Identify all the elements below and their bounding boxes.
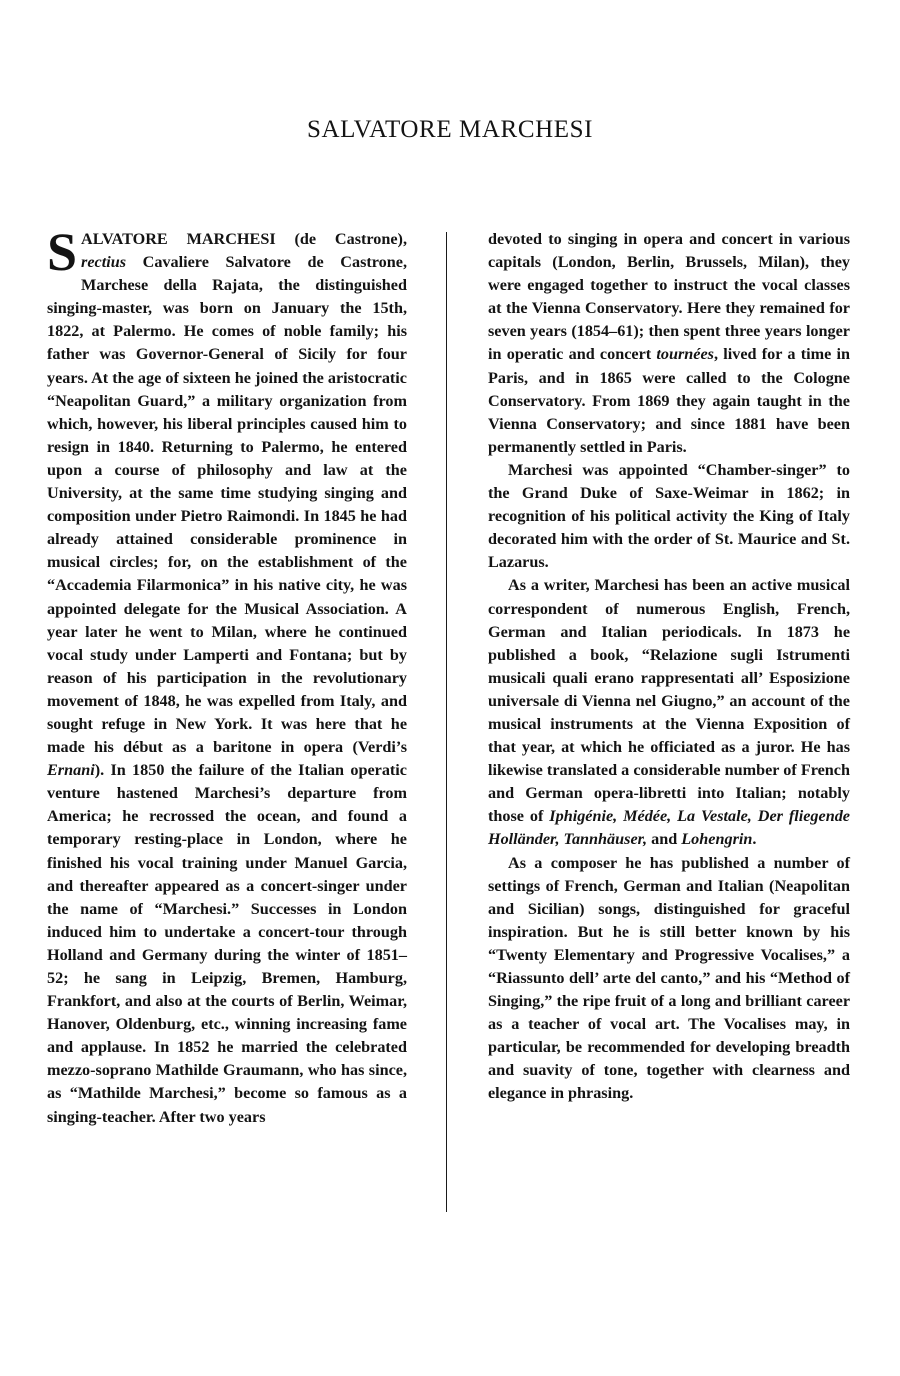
paragraph-composer: As a composer he has published a number of settings of French, German and Italian (Neapolitan and Sicilian) songs, distinguished for graceful inspiration. But he is still better known by his “Twenty Elementary and Progressive Vocalises,” a “Riassunto dell’ arte del canto,” and his “Method of Singing,” the ripe fruit of a long and brilliant career as a teacher of vocal art. The Vocalises may, in particular, be recommended for developing breadth and suavity of tone, together with clearness and elegance in phrasing. xyxy=(488,853,850,1103)
italic-text: Lohengrin xyxy=(681,830,753,849)
text-run: , lived for a time in Paris, and in 1865 were called to the Cologne Conservatory. From 1869 they again taught in the Vienna Conservatory; and since 1881 have been permanently settled in Paris. xyxy=(488,345,850,456)
text-run: and xyxy=(647,830,682,849)
text-run: . xyxy=(752,830,757,849)
text-run: ). In 1850 the failure of the Italian operatic venture hastened Marchesi’s departure from America; he recrossed the ocean, and found a temporary resting-place in London, where he finished his vocal training under Manuel Garcia, and thereafter appeared as a concert-singer under the name of “Marchesi.” Successes in London induced him to undertake a concert-tour through Holland and Germany during the winter of 1851–52; he sang in Leipzig, Bremen, Hamburg, Frankfort, and also at the courts of Berlin, Weimar, Hanover, Oldenburg, etc., winning increasing fame and applause. In 1852 he married the celebrated mezzo-soprano Mathilde Graumann, who has since, as “Mathilde Marchesi,” become so famous as a singing-teacher. After two years xyxy=(47,761,407,1126)
italic-text: Ernani xyxy=(47,761,95,780)
drop-cap: S xyxy=(47,222,78,282)
text-run: Cavaliere Salvatore de Castrone, Marchese della Rajata, the distinguished singing-master, was born on January the 15th, 1822, at Palermo. He comes of noble family; his father was Governor-General of Sicily for four years. At the age of sixteen he joined the aristocratic “Neapolitan Guard,” a military organization from which, however, his liberal principles caused him to resign in 1840. Returning to Palermo, he entered upon a course of philosophy and law at the University, at the same time studying singing and composition under Pietro Raimondi. In 1845 he had already attained considerable prominence in musical circles; for, on the establishment of the “Accademia Filarmonica” in his native city, he was appointed delegate for the Musical Association. A year later he went to Milan, where he continued vocal study under Lamperti and Fontana; but by reason of his participation in the revolutionary movement of 1848, he was expelled from Italy, and sought refuge in New York. It was here that he made his début as a baritone in opera (Verdi’s xyxy=(47,253,407,757)
column-divider xyxy=(446,232,447,1212)
paragraph-honors: Marchesi was appointed “Chamber-singer” to the Grand Duke of Saxe-Weimar in 1862; in recognition of his political activity the King of Italy decorated him with the order of St. Maurice and St. Lazarus. xyxy=(488,460,850,572)
paragraph-biography-intro xyxy=(47,222,407,1129)
italic-text: Iphigénie, Médée, La Vestale, Der fliegende Holländer, Tannhäuser, xyxy=(488,807,850,849)
right-column xyxy=(488,228,850,1106)
text-run: devoted to singing in opera and concert in various capitals (London, Berlin, Brussels, Milan), they were engaged together to instruct the vocal classes at the Vienna Conservatory. Here they remained for seven years (1854–61); then spent three years longer in operatic and concert xyxy=(488,230,850,364)
italic-text: rectius xyxy=(81,253,127,272)
text-run: As a writer, Marchesi has been an active musical correspondent of numerous English, French, German and Italian periodicals. In 1873 he published a book, “Relazione sugli Istrumenti musicali quali erano rappresentati all’ Esposizione universale di Vienna nel Giugno,” an account of the musical instruments at the Vienna Exposition of that year, at which he officiated as a juror. He has likewise translated a considerable number of French and German opera-libretti into Italian; notably those of xyxy=(488,576,850,826)
paragraph-writer xyxy=(488,574,850,851)
page-title: SALVATORE MARCHESI xyxy=(306,116,594,143)
italic-text: tournées xyxy=(656,345,714,364)
left-column xyxy=(47,222,407,1129)
text-run: ALVATORE MARCHESI (de Castrone), xyxy=(81,230,407,248)
paragraph-career xyxy=(488,228,850,459)
